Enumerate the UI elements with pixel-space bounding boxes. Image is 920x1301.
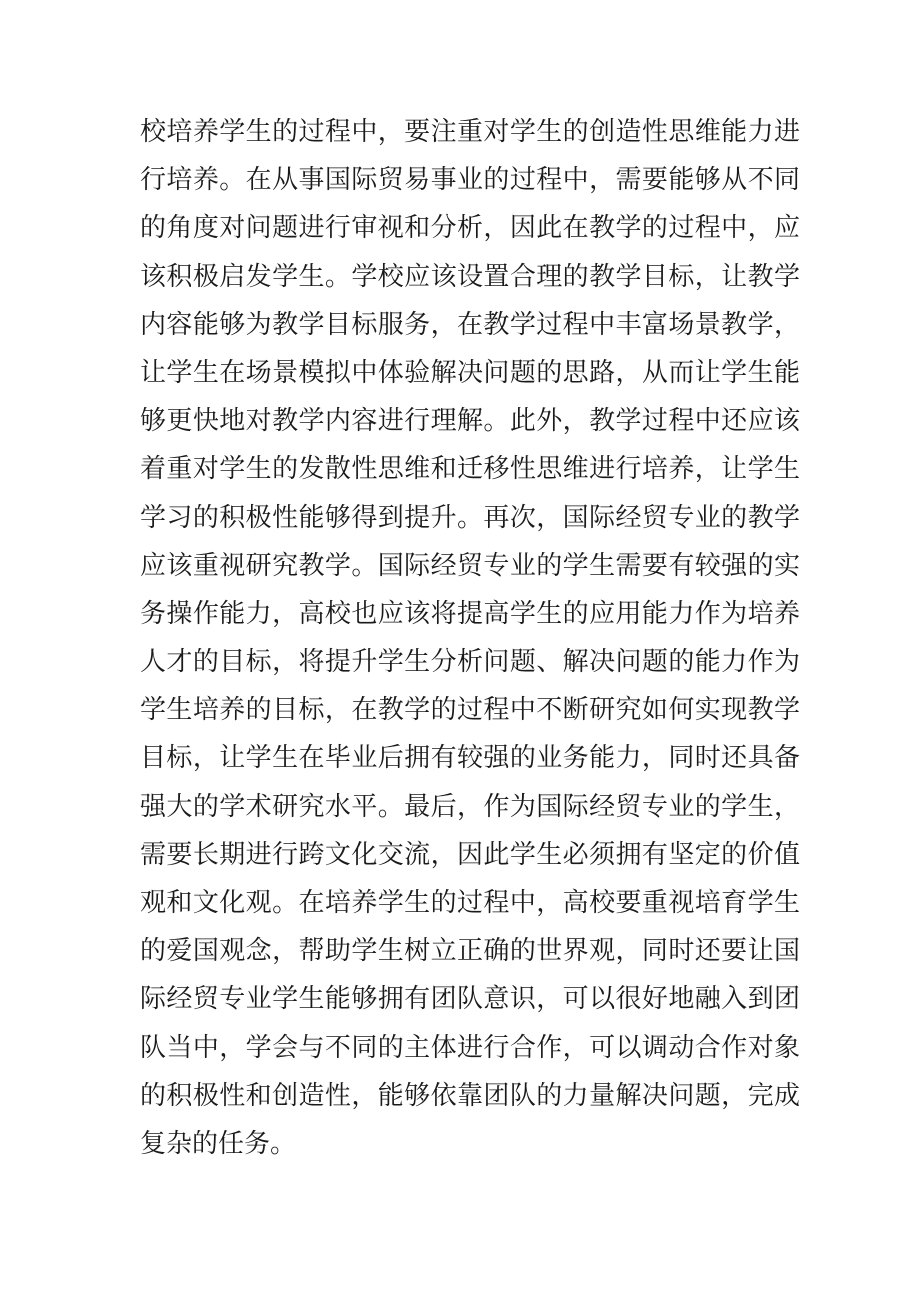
- text-line: 的爱国观念，帮助学生树立正确的世界观，同时还要让国: [140, 936, 800, 967]
- text-line: 际经贸专业学生能够拥有团队意识，可以很好地融入到团: [140, 984, 800, 1015]
- text-line-last: 复杂的任务。: [140, 1128, 297, 1159]
- text-line: 应该重视研究教学。国际经贸专业的学生需要有较强的实: [140, 550, 800, 581]
- text-line: 该积极启发学生。学校应该设置合理的教学目标，让教学: [140, 261, 800, 292]
- text-line: 人才的目标，将提升学生分析问题、解决问题的能力作为: [140, 647, 800, 678]
- text-line: 的积极性和创造性，能够依靠团队的力量解决问题，完成: [140, 1080, 800, 1111]
- text-line: 目标，让学生在毕业后拥有较强的业务能力，同时还具备: [140, 743, 800, 774]
- text-line: 校培养学生的过程中，要注重对学生的创造性思维能力进: [140, 117, 800, 147]
- text-line: 需要长期进行跨文化交流，因此学生必须拥有坚定的价值: [140, 839, 800, 870]
- text-line: 观和文化观。在培养学生的过程中，高校要重视培育学生: [140, 888, 800, 918]
- text-line: 内容能够为教学目标服务，在教学过程中丰富场景教学，: [140, 309, 800, 340]
- text-line: 的角度对问题进行审视和分析，因此在教学的过程中，应: [140, 213, 800, 244]
- text-line: 着重对学生的发散性思维和迁移性思维进行培养，让学生: [140, 454, 800, 485]
- text-line: 行培养。在从事国际贸易事业的过程中，需要能够从不同: [140, 165, 800, 196]
- text-line: 够更快地对教学内容进行理解。此外，教学过程中还应该: [140, 406, 800, 437]
- text-line: 学习的积极性能够得到提升。再次，国际经贸专业的教学: [140, 502, 800, 533]
- text-line: 强大的学术研究水平。最后，作为国际经贸专业的学生，: [140, 791, 800, 822]
- text-line: 务操作能力，高校也应该将提高学生的应用能力作为培养: [140, 598, 800, 629]
- text-line: 学生培养的目标，在教学的过程中不断研究如何实现教学: [140, 695, 800, 726]
- text-line: 让学生在场景模拟中体验解决问题的思路，从而让学生能: [140, 357, 800, 388]
- text-line: 队当中，学会与不同的主体进行合作，可以调动合作对象: [140, 1032, 800, 1063]
- body-paragraph: [140, 108, 800, 1168]
